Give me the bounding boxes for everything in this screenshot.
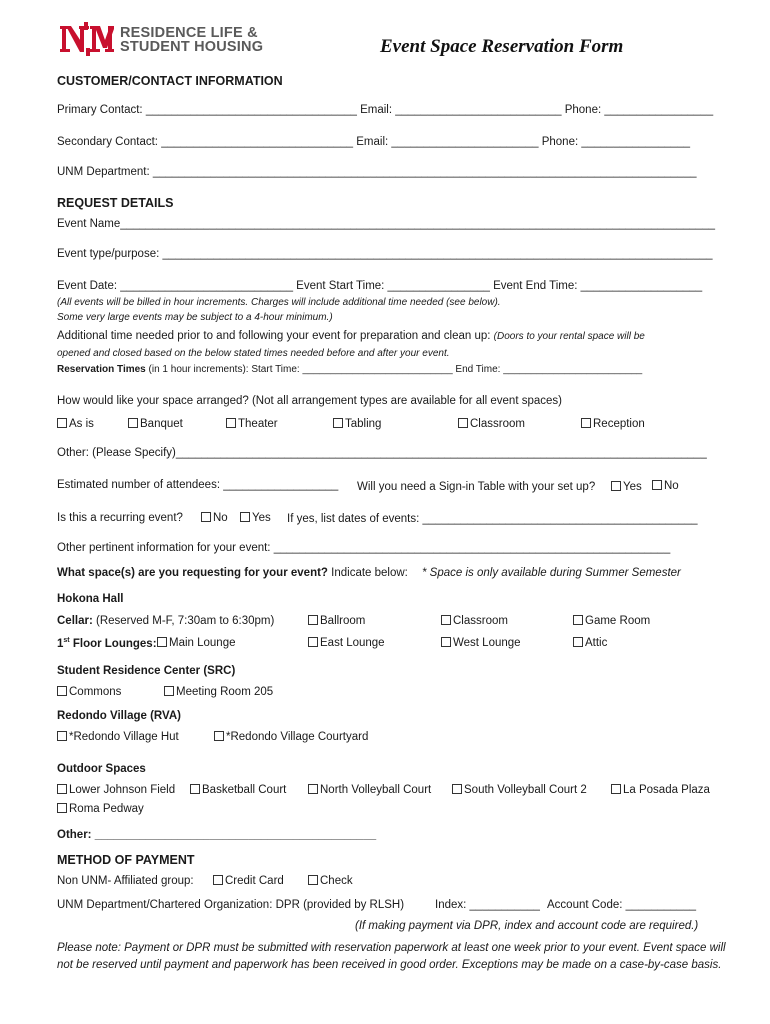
lounge-label-sup: st [63, 637, 70, 644]
lounge-west-label: West Lounge [453, 637, 521, 649]
checkbox-icon [611, 784, 621, 794]
event-type-line[interactable]: Event type/purpose: ______________________________________________________________________________________ [57, 248, 713, 260]
checkbox-icon [240, 512, 250, 522]
pay-credit-label: Credit Card [225, 875, 284, 887]
checkbox-icon [308, 875, 318, 885]
checkbox-icon [308, 637, 318, 647]
logo-text [120, 26, 263, 54]
src-commons-checkbox[interactable] [57, 686, 121, 698]
outdoor-johnson-label: Lower Johnson Field [69, 784, 176, 796]
index-field[interactable]: Index: ___________ [435, 899, 540, 911]
outdoor-johnson-checkbox[interactable] [57, 784, 175, 796]
arr-tabling-checkbox[interactable] [333, 418, 381, 430]
secondary-contact-line[interactable]: Secondary Contact: ______________________________ Email: _______________________ Phone: _________________ [57, 136, 691, 148]
dpr-note: (If making payment via DPR, index and account code are required.) [355, 920, 699, 932]
hokona-heading: Hokona Hall [57, 593, 124, 605]
src-commons-label: Commons [69, 686, 122, 698]
lounge-attic-label: Attic [585, 637, 608, 649]
checkbox-icon [190, 784, 200, 794]
rva-hut-checkbox[interactable] [57, 731, 179, 743]
checkbox-icon [157, 637, 167, 647]
checkbox-icon [452, 784, 462, 794]
recurring-dates-line[interactable]: If yes, list dates of events: ___________________________________________ [287, 513, 698, 525]
other-info-line[interactable]: Other pertinent information for your event: ______________________________________________________________ [57, 542, 671, 554]
checkbox-icon [214, 731, 224, 741]
space-question-rest: Indicate below: [331, 567, 408, 579]
recurring-question: Is this a recurring event? [57, 512, 183, 524]
outdoor-posada-checkbox[interactable] [611, 784, 710, 796]
checkbox-icon [458, 418, 468, 428]
arr-theater-label: Theater [238, 418, 278, 430]
dept-payment-line: UNM Department/Chartered Organization: DPR (provided by RLSH) [57, 899, 405, 911]
attendees-line[interactable]: Estimated number of attendees: __________________ [57, 479, 339, 491]
signin-yes-label: Yes [623, 481, 642, 493]
checkbox-icon [128, 418, 138, 428]
summer-note: * Space is only available during Summer Semester [422, 567, 681, 579]
lounge-west-checkbox[interactable] [441, 637, 521, 649]
rva-courtyard-label: *Redondo Village Courtyard [226, 731, 369, 743]
checkbox-icon [611, 481, 621, 491]
checkbox-icon [213, 875, 223, 885]
unm-logo-icon [60, 22, 114, 56]
reservation-times-line[interactable] [57, 364, 642, 375]
lounge-main-checkbox[interactable] [157, 637, 236, 649]
arrangement-question: How would like your space arranged? (Not all arrangement types are available for all event spaces) [57, 395, 562, 407]
checkbox-icon [57, 731, 67, 741]
please-note-1: Please note: Payment or DPR must be submitted with reservation paperwork at least one week prior to your event. Event space will [57, 942, 726, 954]
checkbox-icon [581, 418, 591, 428]
lounge-east-label: East Lounge [320, 637, 385, 649]
event-date-line[interactable]: Event Date: ___________________________ Event Start Time: ________________ Event End Time: ___________________ [57, 280, 703, 292]
cellar-classroom-checkbox[interactable] [441, 615, 508, 627]
checkbox-icon [57, 686, 67, 696]
checkbox-icon [308, 615, 318, 625]
billing-note-2: Some very large events may be subject to a 4-hour minimum.) [57, 312, 333, 323]
request-heading: REQUEST DETAILS [57, 196, 174, 210]
signin-yes-checkbox[interactable] [611, 481, 642, 493]
additional-time-line [57, 330, 645, 342]
arr-as-is-checkbox[interactable] [57, 418, 94, 430]
cellar-gameroom-checkbox[interactable] [573, 615, 650, 627]
non-unm-label: Non UNM- Affiliated group: [57, 875, 194, 887]
cellar-classroom-label: Classroom [453, 615, 508, 627]
doors-note-1: (Doors to your rental space will be [493, 331, 645, 342]
lounge-label-number: 1 [57, 637, 64, 650]
please-note-2: not be reserved until payment and paperwork has been received in good order. Exceptions may be made on a case-by-case basis. [57, 959, 722, 971]
signin-question: Will you need a Sign-in Table with your set up? [357, 481, 596, 493]
outdoor-basketball-checkbox[interactable] [190, 784, 286, 796]
reservation-times-rest: (in 1 hour increments): Start Time: ___________________________ End Time: _________________________ [148, 364, 643, 375]
checkbox-icon [652, 480, 662, 490]
account-code-field[interactable]: Account Code: ___________ [547, 899, 696, 911]
arr-classroom-label: Classroom [470, 418, 525, 430]
cellar-hours: (Reserved M-F, 7:30am to 6:30pm) [96, 615, 275, 627]
src-heading: Student Residence Center (SRC) [57, 665, 236, 677]
checkbox-icon [201, 512, 211, 522]
billing-note-1: (All events will be billed in hour increments. Charges will include additional time needed (see below). [57, 297, 501, 308]
logo-line-2: STUDENT HOUSING [120, 39, 264, 55]
lounge-label-rest: Floor Lounges: [72, 637, 157, 650]
outdoor-north-volley-checkbox[interactable] [308, 784, 431, 796]
cellar-ballroom-label: Ballroom [320, 615, 366, 627]
logo-line-1: RESIDENCE LIFE & [120, 25, 258, 41]
recurring-no-label: No [213, 512, 228, 524]
payment-heading: METHOD OF PAYMENT [57, 853, 195, 867]
outdoor-south-volley-checkbox[interactable] [452, 784, 587, 796]
outdoor-north-volley-label: North Volleyball Court [320, 784, 432, 796]
checkbox-icon [308, 784, 318, 794]
pay-check-label: Check [320, 875, 353, 887]
outdoor-roma-checkbox[interactable] [57, 803, 144, 815]
pay-credit-checkbox[interactable] [213, 875, 284, 887]
other-specify-line[interactable]: Other: (Please Specify)___________________________________________________________________________________ [57, 447, 707, 459]
cellar-line [57, 615, 274, 627]
space-question [57, 567, 408, 579]
outdoor-posada-label: La Posada Plaza [623, 784, 710, 796]
checkbox-icon [333, 418, 343, 428]
checkbox-icon [57, 418, 67, 428]
checkbox-icon [226, 418, 236, 428]
checkbox-icon [441, 637, 451, 647]
outdoor-roma-label: Roma Pedway [69, 803, 144, 815]
lounge-attic-checkbox[interactable] [573, 637, 607, 649]
outdoor-heading: Outdoor Spaces [57, 763, 146, 775]
checkbox-icon [573, 615, 583, 625]
reservation-times-label: Reservation Times [57, 364, 146, 375]
cellar-label: Cellar: [57, 615, 93, 627]
recurring-yes-label: Yes [252, 512, 271, 524]
department-line[interactable]: UNM Department: _____________________________________________________________________________________ [57, 166, 697, 178]
signin-no-label: No [664, 480, 679, 492]
pay-check-checkbox[interactable] [308, 875, 353, 887]
contact-heading: CUSTOMER/CONTACT INFORMATION [57, 74, 283, 88]
doors-note-2: opened and closed based on the below stated times needed before and after your event. [57, 348, 450, 359]
checkbox-icon [57, 803, 67, 813]
rva-heading: Redondo Village (RVA) [57, 710, 181, 722]
src-meeting-checkbox[interactable] [164, 686, 273, 698]
recurring-no-checkbox[interactable] [201, 512, 228, 524]
arr-banquet-label: Banquet [140, 418, 183, 430]
cellar-gameroom-label: Game Room [585, 615, 651, 627]
recurring-yes-checkbox[interactable] [240, 512, 271, 524]
lounge-east-checkbox[interactable] [308, 637, 385, 649]
checkbox-icon [441, 615, 451, 625]
arr-reception-checkbox[interactable] [581, 418, 645, 430]
space-question-bold: What space(s) are you requesting for your event? [57, 567, 328, 579]
additional-time-label: Additional time needed prior to and following your event for preparation and clean up: [57, 330, 491, 342]
rva-hut-label: *Redondo Village Hut [69, 731, 179, 743]
arr-banquet-checkbox[interactable] [128, 418, 183, 430]
primary-contact-line[interactable]: Primary Contact: _________________________________ Email: __________________________ Phone: _________________ [57, 104, 714, 116]
checkbox-icon [573, 637, 583, 647]
event-name-line[interactable]: Event Name_____________________________________________________________________________________________ [57, 218, 716, 230]
outdoor-south-volley-label: South Volleyball Court 2 [464, 784, 587, 796]
cellar-ballroom-checkbox[interactable] [308, 615, 365, 627]
form-title: Event Space Reservation Form [380, 36, 624, 57]
signin-no-checkbox[interactable] [652, 480, 679, 492]
arr-reception-label: Reception [593, 418, 645, 430]
arr-theater-checkbox[interactable] [226, 418, 278, 430]
checkbox-icon [57, 784, 67, 794]
other-space-line[interactable]: Other: ____________________________________________ [57, 829, 377, 841]
rva-courtyard-checkbox[interactable] [214, 731, 368, 743]
arr-as-is-label: As is [69, 418, 94, 430]
lounge-main-label: Main Lounge [169, 637, 236, 649]
checkbox-icon [164, 686, 174, 696]
src-meeting-label: Meeting Room 205 [176, 686, 274, 698]
outdoor-basketball-label: Basketball Court [202, 784, 287, 796]
arr-tabling-label: Tabling [345, 418, 382, 430]
lounge-label [57, 637, 157, 650]
arr-classroom-checkbox[interactable] [458, 418, 525, 430]
